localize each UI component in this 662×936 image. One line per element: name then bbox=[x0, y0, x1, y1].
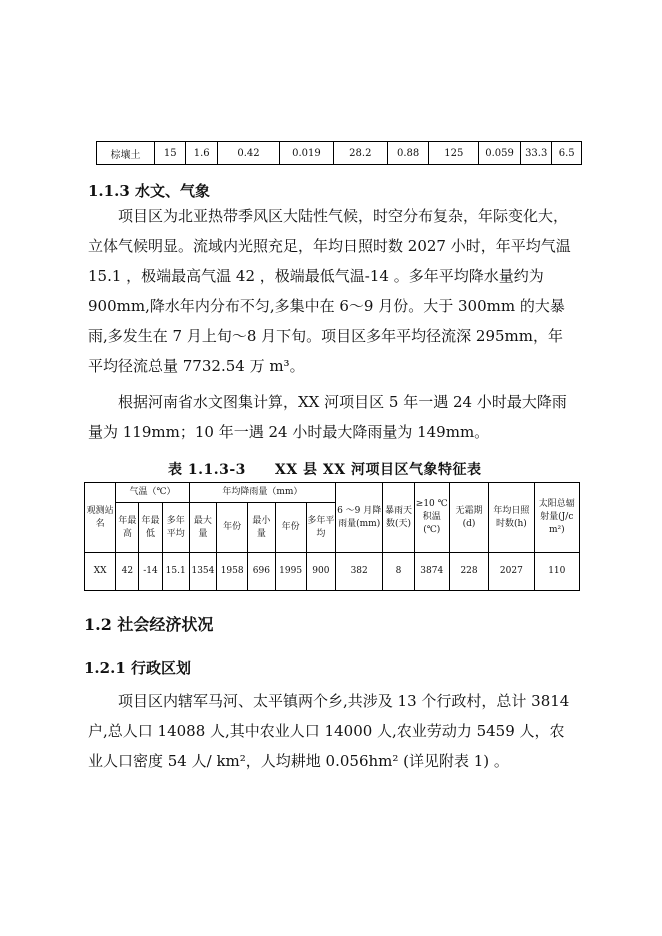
table-cell: 33.3 bbox=[520, 142, 552, 165]
header-rain: 年均降雨量（mm） bbox=[189, 483, 335, 503]
header-temp: 气温（℃） bbox=[116, 483, 190, 503]
table-cell: 696 bbox=[248, 553, 275, 591]
table-cell: 0.019 bbox=[280, 142, 334, 165]
table-cell: 2027 bbox=[489, 553, 534, 591]
table-cell: 8 bbox=[383, 553, 414, 591]
climate-paragraph: 项目区为北亚热带季风区大陆性气候，时空分布复杂，年际变化大，立体气候明显。流域内光照充足，年均日照时数 2027 小时，年平均气温 15.1 ，极端最高气温 42 ，极端最低气温-14 。多年平均降水量约为 900mm,降水年内分布不匀,多集中在 6～9 月份。大于 300mm 的大暴雨,多发生在 7 月上旬～8 月下旬。项目区多年平均径流深 295mm，年平均径流总量 7732.54 万 m³。 bbox=[88, 207, 571, 375]
table-row bbox=[85, 553, 580, 591]
table-cell: 3874 bbox=[414, 553, 449, 591]
table-cell: 0.88 bbox=[387, 142, 429, 165]
soil-table bbox=[96, 141, 582, 165]
table-header-row bbox=[85, 483, 580, 503]
subheader-cell: 多年平均 bbox=[306, 503, 335, 553]
table-cell: 900 bbox=[306, 553, 335, 591]
section-heading-1-2-1: 1.2.1 行政区划 bbox=[84, 659, 191, 677]
section-heading-1-1-3: 1.1.3 水文、气象 bbox=[88, 182, 210, 200]
subheader-cell: 多年平均 bbox=[162, 503, 189, 553]
header-accum: ≥10 ℃积温(℃) bbox=[414, 483, 449, 553]
header-solar: 太阳总辐射量(J/c m²) bbox=[534, 483, 579, 553]
section-heading-1-2: 1.2 社会经济状况 bbox=[84, 615, 214, 634]
table-cell: 1995 bbox=[275, 553, 306, 591]
header-station: 观测站名 bbox=[85, 483, 116, 553]
table-cell: 1.6 bbox=[186, 142, 218, 165]
rainfall-paragraph: 根据河南省水文图集计算，XX 河项目区 5 年一遇 24 小时最大降雨量为 119mm；10 年一遇 24 小时最大降雨量为 149mm。 bbox=[88, 393, 567, 441]
table-cell: 125 bbox=[429, 142, 479, 165]
table-cell: XX bbox=[85, 553, 116, 591]
table-cell: 28.2 bbox=[333, 142, 387, 165]
table-cell: 6.5 bbox=[552, 142, 582, 165]
header-sun: 年均日照时数(h) bbox=[489, 483, 534, 553]
table-caption: 表 1.1.3-3 XX 县 XX 河项目区气象特征表 bbox=[168, 462, 482, 478]
table-cell: 0.059 bbox=[479, 142, 521, 165]
weather-table bbox=[84, 482, 580, 591]
table-cell: 15.1 bbox=[162, 553, 189, 591]
admin-paragraph: 项目区内辖军马河、太平镇两个乡,共涉及 13 个行政村，总计 3814 户,总人口 14088 人,其中农业人口 14000 人,农业劳动力 5459 人，农业人口密度 54 人/ km²，人均耕地 0.056hm² (详见附表 1) 。 bbox=[88, 692, 570, 770]
table-cell: 382 bbox=[335, 553, 382, 591]
table-cell: 228 bbox=[449, 553, 488, 591]
table-cell: 1354 bbox=[189, 553, 216, 591]
subheader-cell: 年最低 bbox=[139, 503, 162, 553]
subheader-cell: 最小量 bbox=[248, 503, 275, 553]
table-cell: 42 bbox=[116, 553, 139, 591]
table-cell: -14 bbox=[139, 553, 162, 591]
header-storm: 暴雨天数(天) bbox=[383, 483, 414, 553]
subheader-cell: 年份 bbox=[275, 503, 306, 553]
subheader-cell: 年最高 bbox=[116, 503, 139, 553]
header-jun-sep: 6 ～9 月降雨量(mm) bbox=[335, 483, 382, 553]
table-row bbox=[97, 142, 582, 165]
header-frost: 无霜期(d) bbox=[449, 483, 488, 553]
table-cell: 15 bbox=[154, 142, 186, 165]
subheader-cell: 最大量 bbox=[189, 503, 216, 553]
table-cell: 棕壤土 bbox=[97, 142, 155, 165]
table-cell: 0.42 bbox=[217, 142, 279, 165]
subheader-cell: 年份 bbox=[217, 503, 248, 553]
table-cell: 1958 bbox=[217, 553, 248, 591]
table-cell: 110 bbox=[534, 553, 579, 591]
